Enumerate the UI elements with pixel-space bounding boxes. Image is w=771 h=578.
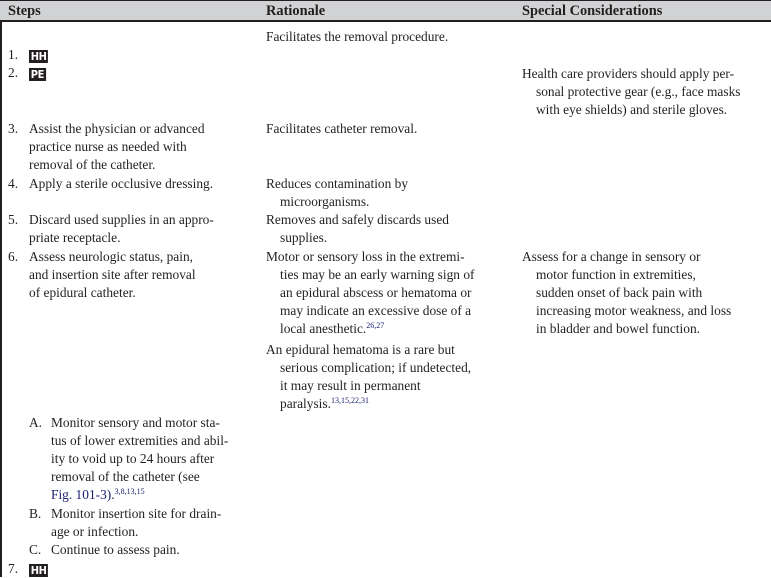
step-number: 7. [8,561,19,576]
substep-text: Continue to assess pain. [51,542,180,557]
substep-label: B. [29,506,42,521]
rationale-text: Removes and safely discards used [266,212,449,227]
header-steps: Steps [8,3,41,19]
step-number: 1. [8,47,19,62]
substep-text: ity to void up to 24 hours after [51,451,215,466]
special-text: Assess for a change in sensory or [522,249,701,264]
rationale-text: An epidural hematoma is a rare but [266,342,455,357]
reference-superscript[interactable]: 13,15,22,31 [330,396,369,405]
substep-text: . [111,487,115,502]
step-text: Apply a sterile occlusive dressing. [29,176,214,191]
substep-text: Monitor sensory and motor sta- [51,415,220,430]
special-text: with eye shields) and sterile gloves. [536,102,728,117]
header-rationale: Rationale [266,3,326,19]
reference-superscript[interactable]: 26,27 [366,321,385,330]
rationale-text: supplies. [280,230,328,245]
rationale-text: local anesthetic. [280,321,367,336]
reference-superscript[interactable]: 3,8,13,15 [114,487,145,496]
step-text: and insertion site after removal [29,267,196,282]
special-text: sonal protective gear (e.g., face masks [536,84,741,99]
step-text: Discard used supplies in an appro- [29,212,214,227]
substep-label: A. [29,415,43,430]
hand-hygiene-icon: HH [30,564,47,577]
substep-text: tus of lower extremities and abil- [51,433,229,448]
special-text: motor function in extremities, [536,267,696,282]
header-special-considerations: Special Considerations [522,3,663,19]
table-header [0,0,771,22]
rationale-text: ties may be an early warning sign of [280,267,475,282]
rationale-text: an epidural abscess or hematoma or [280,285,472,300]
substep-label: C. [29,542,42,557]
step-number: 6. [8,249,19,264]
rationale-text: serious complication; if undetected, [280,360,472,375]
step-number: 5. [8,212,19,227]
substep-text: age or infection. [51,524,139,539]
rationale-intro: Facilitates the removal procedure. [266,29,449,44]
step-text: Assess neurologic status, pain, [29,249,194,264]
special-text: sudden onset of back pain with [536,285,703,300]
step-text: practice nurse as needed with [29,139,187,154]
rationale-text: Facilitates catheter removal. [266,121,418,136]
special-text: increasing motor weakness, and loss [536,303,732,318]
step-text: Assist the physician or advanced [29,121,205,136]
rationale-text: it may result in permanent [280,378,421,393]
rationale-text: Reduces contamination by [266,176,409,191]
rationale-text: paralysis. [280,396,331,411]
personal-protective-equipment-icon: PE [30,68,44,81]
substep-text: removal of the catheter (see [51,469,200,484]
step-text: of epidural catheter. [29,285,136,300]
rationale-text: microorganisms. [280,194,370,209]
step-number: 4. [8,176,19,191]
rationale-text: Motor or sensory loss in the extremi- [266,249,465,264]
special-text: in bladder and bowel function. [536,321,700,336]
step-text: removal of the catheter. [29,157,156,172]
figure-link[interactable]: Fig. 101-3) [51,487,112,502]
rationale-text: may indicate an excessive dose of a [280,303,472,318]
table-left-border [0,0,2,577]
step-text: priate receptacle. [29,230,121,245]
hand-hygiene-icon: HH [30,50,47,63]
step-number: 2. [8,65,19,80]
substep-text: Monitor insertion site for drain- [51,506,222,521]
special-text: Health care providers should apply per- [522,66,735,81]
step-number: 3. [8,121,19,136]
